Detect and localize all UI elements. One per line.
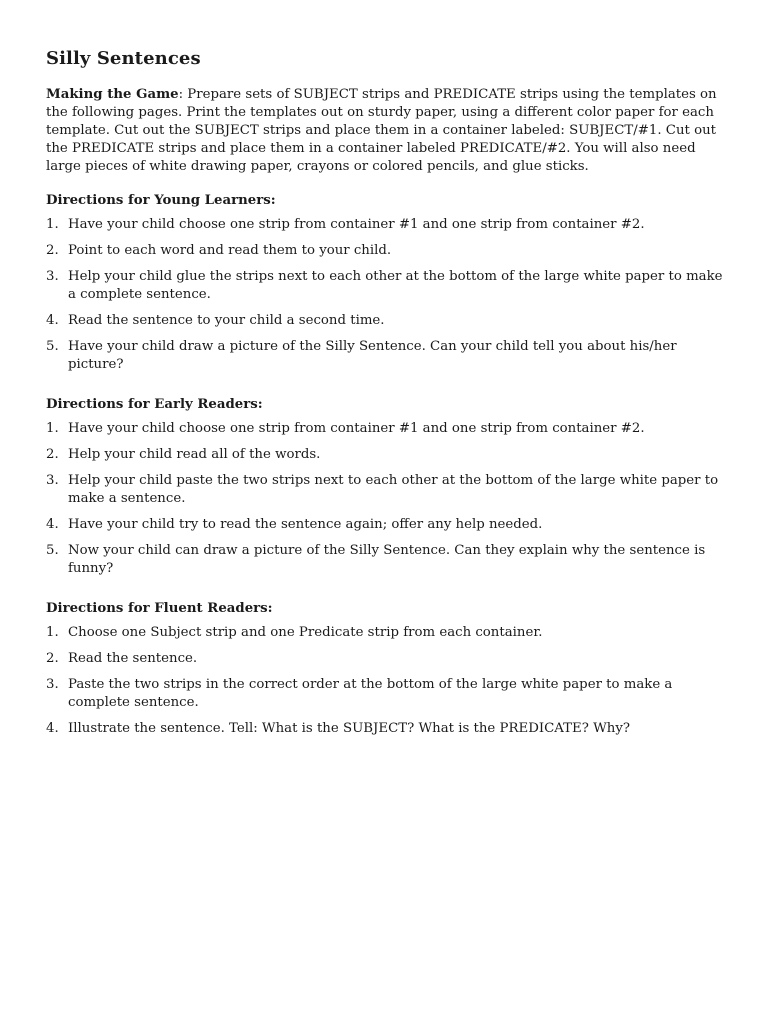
list-item — [46, 338, 726, 374]
intro-text: : Prepare sets of SUBJECT strips and PREDICATE strips using the templates on the following pages. Print the templates out on sturdy paper, using a different color paper for each template. Cut out the SUBJECT strips and place them in a container labeled: SUBJECT/#1. Cut out the PREDICATE strips and place them in a container labeled PREDICATE/#2. You will also need large pieces of white drawing paper, crayons or colored pencils, and glue sticks. — [46, 87, 717, 174]
steps-list — [46, 624, 726, 738]
list-item — [46, 650, 726, 668]
item-number: 3. — [46, 269, 59, 284]
list-item — [46, 446, 726, 464]
item-number: 4. — [46, 313, 59, 328]
section-fluent-readers — [46, 600, 722, 738]
list-item — [46, 720, 726, 738]
item-text: Now your child can draw a picture of the Silly Sentence. Can they explain why the sentence is funny? — [68, 543, 706, 576]
item-text: Have your child choose one strip from container #1 and one strip from container #2. — [68, 217, 645, 232]
item-text: Have your child try to read the sentence again; offer any help needed. — [68, 517, 543, 532]
item-number: 1. — [46, 217, 59, 232]
section-early-readers — [46, 396, 722, 578]
list-item — [46, 312, 726, 330]
item-text: Read the sentence. — [68, 651, 198, 666]
item-text: Illustrate the sentence. Tell: What is the SUBJECT? What is the PREDICATE? Why? — [68, 721, 630, 736]
list-item — [46, 420, 726, 438]
item-text: Help your child paste the two strips next to each other at the bottom of the large white paper to make a sentence. — [68, 473, 719, 506]
list-item — [46, 216, 726, 234]
section-heading: Directions for Fluent Readers: — [46, 601, 273, 616]
item-text: Help your child glue the strips next to each other at the bottom of the large white paper to make a complete sentence. — [68, 269, 723, 302]
item-number: 1. — [46, 421, 59, 436]
item-text: Have your child draw a picture of the Silly Sentence. Can your child tell you about his/her picture? — [68, 339, 677, 372]
item-text: Have your child choose one strip from container #1 and one strip from container #2. — [68, 421, 645, 436]
section-young-learners — [46, 192, 722, 374]
item-number: 5. — [46, 543, 59, 558]
steps-list — [46, 420, 726, 578]
item-number: 5. — [46, 339, 59, 354]
intro-paragraph — [46, 86, 726, 176]
list-item — [46, 242, 726, 260]
item-number: 4. — [46, 517, 59, 532]
item-text: Point to each word and read them to your child. — [68, 243, 392, 258]
list-item — [46, 542, 726, 578]
item-text: Paste the two strips in the correct order at the bottom of the large white paper to make a complete sentence. — [68, 677, 673, 710]
item-number: 3. — [46, 473, 59, 488]
steps-list — [46, 216, 726, 374]
item-number: 2. — [46, 447, 59, 462]
item-number: 3. — [46, 677, 59, 692]
list-item — [46, 268, 726, 304]
section-heading: Directions for Early Readers: — [46, 397, 263, 412]
item-text: Read the sentence to your child a second time. — [68, 313, 385, 328]
page-title: Silly Sentences — [46, 48, 201, 69]
item-number: 1. — [46, 625, 59, 640]
list-item — [46, 516, 726, 534]
list-item — [46, 472, 726, 508]
item-text: Choose one Subject strip and one Predicate strip from each container. — [68, 625, 543, 640]
item-number: 2. — [46, 243, 59, 258]
intro-lead: Making the Game — [46, 87, 179, 102]
item-text: Help your child read all of the words. — [68, 447, 321, 462]
section-heading: Directions for Young Learners: — [46, 193, 276, 208]
list-item — [46, 676, 726, 712]
list-item — [46, 624, 726, 642]
item-number: 2. — [46, 651, 59, 666]
item-number: 4. — [46, 721, 59, 736]
